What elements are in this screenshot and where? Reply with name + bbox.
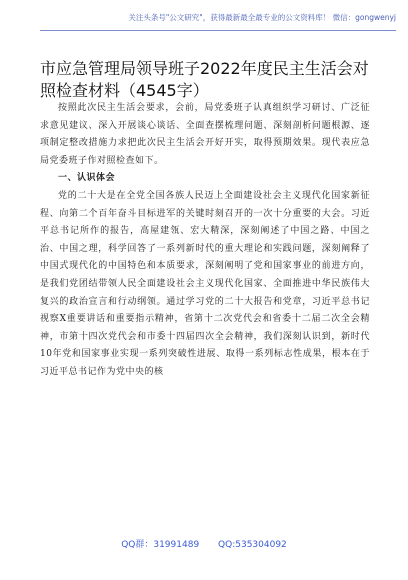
document-body (40, 100, 370, 382)
section-heading: 一、认识体会 (58, 173, 116, 184)
section-paragraph: 党的二十大是在全党全国各族人民迈上全面建设社会主义现代化国家新征程、向第二个百年奋斗目标进军的关键时刻召开的一次十分重要的大会。习近平总书记所作的报告，高屋建瓴、宏大精深，深刻阐述了中国之路、中国之治、中国之理，科学回答了一系列新时代的重大理论和实践问题，深刻阐释了中国式现代化的中国特色和本质要求，深刻阐明了党和国家事业的前进方向，是我们党团结带领人民全面建设社会主义现代化国家、全面推进中华民族伟大复兴的政治宣言和行动纲领。通过学习党的二十大报告和党章，习近平总书记视察X重要讲话和重要指示精神，省第十二次党代会和省委十二届二次全会精神，市第十四次党代会和市委十四届四次全会精神，我们深刻认识到，新时代10年党和国家事业实现一系列突破性进展、取得一系列标志性成果，根本在于习近平总书记作为党中央的核 (40, 190, 370, 377)
document-title: 市应急管理局领导班子2022年度民主生活会对照检查材料（4545字） (40, 59, 369, 100)
header-note: 关注头条号"公文研究"，获得最新最全最专业的公文资料库！ 微信：gongwenyj (128, 13, 396, 22)
footer (0, 537, 408, 550)
footer-qq-group: QQ群：31991489 (121, 540, 200, 550)
footer-qq-contact: QQ:535304092 (218, 540, 287, 550)
intro-paragraph: 按照此次民主生活会要求，会前，局党委班子认真组织学习研讨、广泛征求意见建议、深入开展谈心谈话、全面查摆梳理问题、深刻剖析问题根源、逐项制定整改措施力求把此次民主生活会开好开实，取得预期效果。现代表应急局党委班子作对照检查如下。 (40, 103, 370, 166)
header-divider (40, 30, 396, 31)
